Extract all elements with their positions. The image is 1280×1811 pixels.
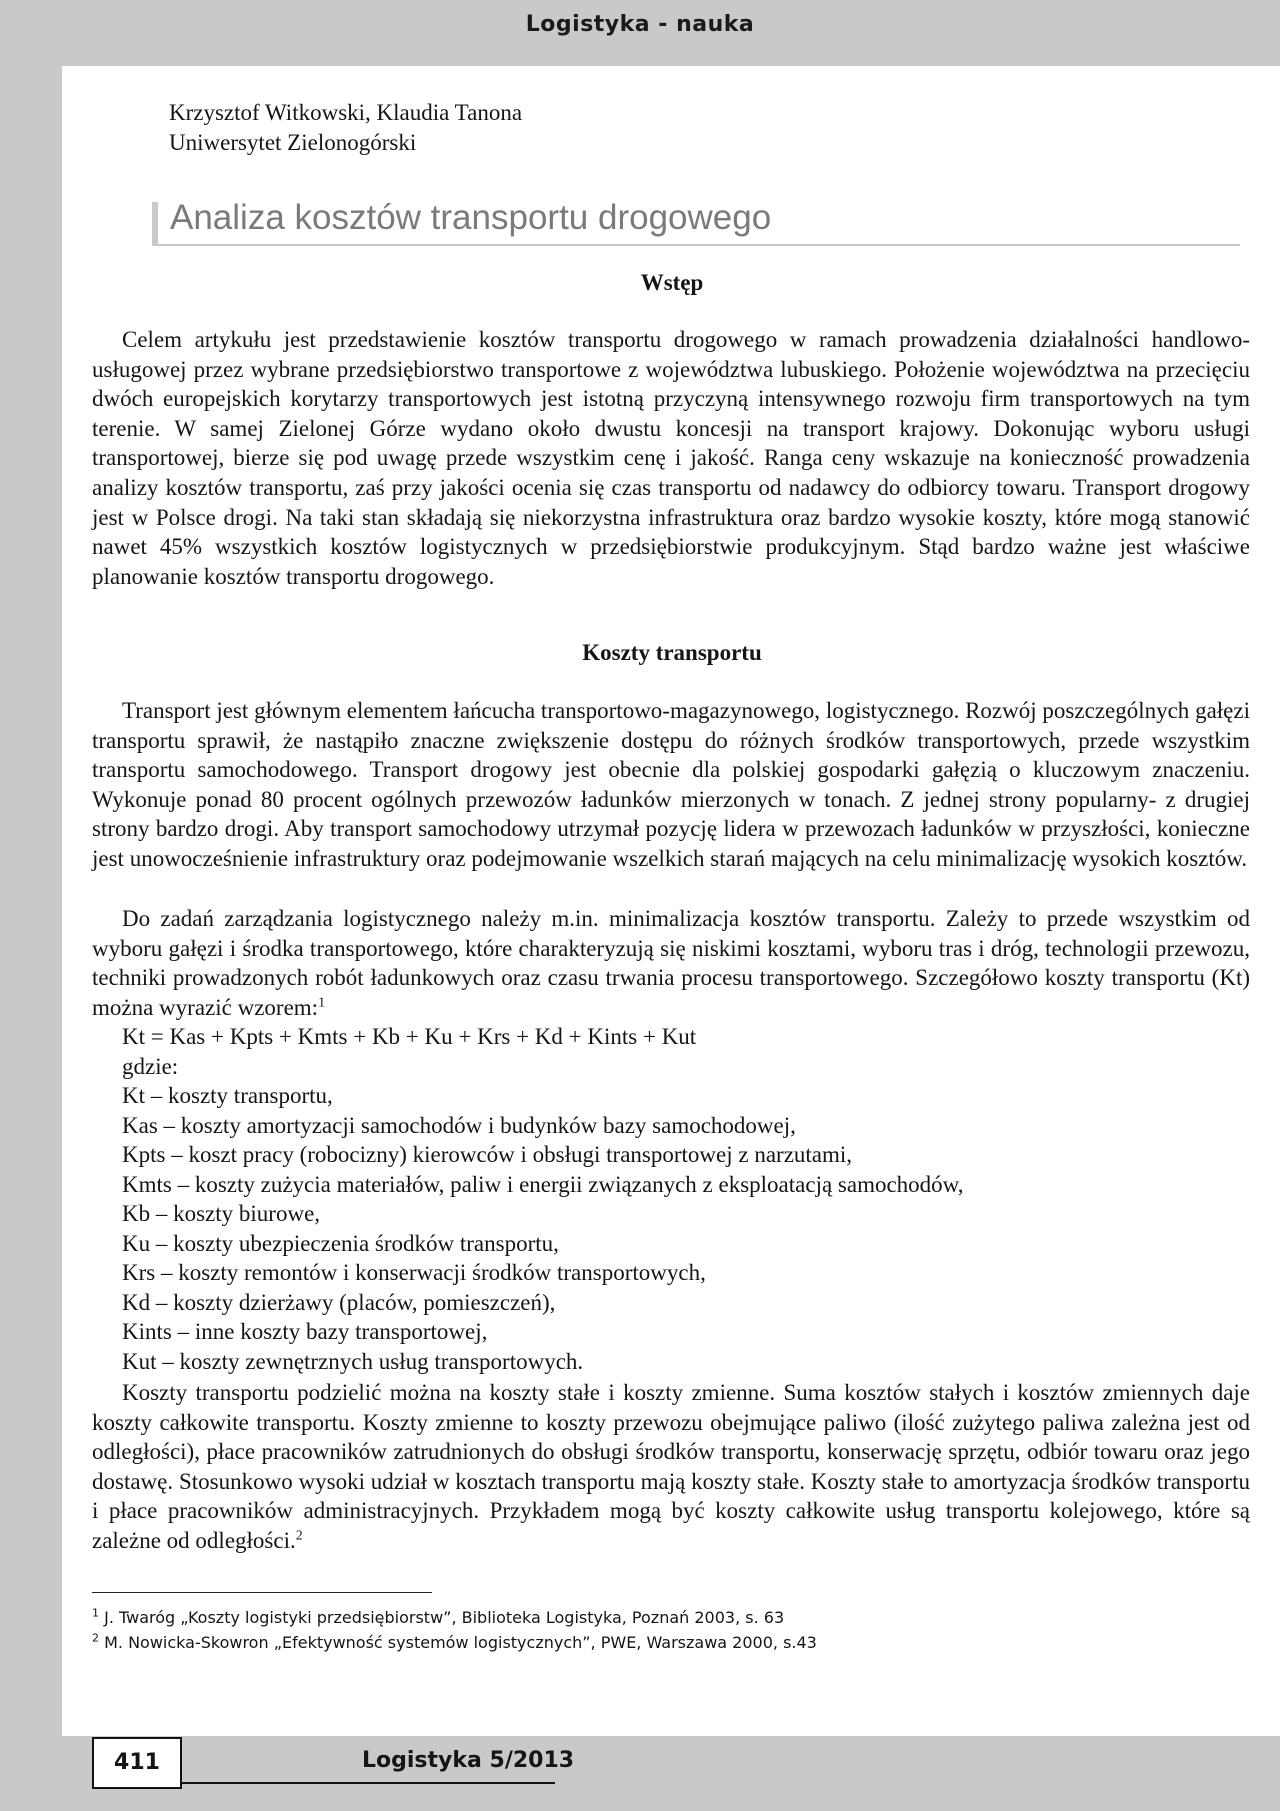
definition-item: Kd – koszty dzierżawy (placów, pomieszczeń), bbox=[122, 1289, 556, 1315]
definition-item: Kb – koszty biurowe, bbox=[122, 1201, 321, 1226]
definition-item: Kut – koszty zewnętrznych usług transportowych. bbox=[122, 1348, 584, 1374]
footnote-item bbox=[92, 1605, 817, 1630]
page-number-box bbox=[92, 1737, 182, 1789]
page-number: 411 bbox=[114, 1750, 160, 1775]
cost-formula: Kt = Kas + Kpts + Kmts + Kb + Ku + Krs + Kd + Kints + Kut bbox=[122, 1024, 697, 1049]
footnotes bbox=[92, 1605, 817, 1655]
formula-block bbox=[122, 1022, 964, 1376]
where-label: gdzie: bbox=[122, 1053, 179, 1079]
footnote-text: M. Nowicka-Skowron „Efektywność systemów logistycznych”, PWE, Warszawa 2000, s.43 bbox=[104, 1633, 817, 1652]
costs-paragraph-3-text: Koszty transportu podzielić można na koszty stałe i koszty zmienne. Suma kosztów stałych i kosztów zmiennych daje koszty całkowite transportu. Koszty zmienne to koszty przewozu obejmujące paliwo (ilość zużytego paliwa zależna jest od odległości), płace pracowników zatrudnionych do obsługi środków transportu, konserwację sprzętu, odbiór towaru oraz jego dostawę. Stosunkowo wysoki udział w kosztach transportu mają koszty stałe. Koszty stałe to amortyzacja środków transportu i płace pracowników administracyjnych. Przykładem mogą być koszty całkowite usług transportu kolejowego, które są zależne od odległości. bbox=[92, 1380, 1250, 1553]
definition-item: Kt – koszty transportu, bbox=[122, 1083, 333, 1108]
footnote-ref-1[interactable]: 1 bbox=[318, 995, 326, 1011]
costs-paragraph-2-text: Do zadań zarządzania logistycznego należy m.in. minimalizacja kosztów transportu. Zależy to przede wszystkim od wyboru gałęzi i środka transportowego, które charakteryzują się niskimi kosztami, wyboru tras i dróg, technologii przewozu, techniki prowadzonych robót ładunkowych oraz czasu trwania procesu transportowego. Szczegółowo koszty transportu (Kt) można wyrazić wzorem: bbox=[92, 906, 1250, 1020]
footnote-marker: 1 bbox=[92, 1606, 99, 1620]
section-heading-intro: Wstęp bbox=[640, 270, 704, 295]
article-title: Analiza kosztów transportu drogowego bbox=[170, 198, 772, 237]
intro-paragraph: Celem artykułu jest przedstawienie kosztów transportu drogowego w ramach prowadzenia działalności handlowo- usługowej przez wybrane przedsiębiorstwo transportowe z województwa lubuskiego. Położenie województwa na przecięciu dwóch europejskich korytarzy transportowych jest istotną przyczyną intensywnego rozwoju firm transportowych na tym terenie. W samej Zielonej Górze wydano około dwustu koncesji na transport krajowy. Dokonując wyboru usługi transportowej, bierze się pod uwagę przede wszystkim cenę i jakość. Ranga ceny wskazuje na konieczność prowadzenia analizy kosztów transportu, zaś przy jakości ocenia się czas transportu od nadawcy do odbiorcy towaru. Transport drogowy jest w Polsce drogi. Na taki stan składają się niekorzystna infrastruktura oraz bardzo wysokie koszty, które mogą stanowić nawet 45% wszystkich kosztów logistycznych w przedsiębiorstwie produkcyjnym. Stąd bardzo ważne jest właściwe planowanie kosztów transportu drogowego. bbox=[92, 327, 1250, 589]
footnote-ref-2[interactable]: 2 bbox=[295, 1528, 303, 1544]
footer-rule bbox=[180, 1782, 555, 1784]
definition-item: Kas – koszty amortyzacji samochodów i budynków bazy samochodowej, bbox=[122, 1112, 796, 1138]
definition-item: Kmts – koszty zużycia materiałów, paliw i energii związanych z eksploatacją samochodów, bbox=[122, 1171, 964, 1197]
footnote-item bbox=[92, 1630, 817, 1655]
running-header: Logistyka - nauka bbox=[525, 12, 755, 37]
footnote-separator bbox=[92, 1592, 432, 1593]
footnote-text: J. Twaróg „Koszty logistyki przedsiębiorstw”, Biblioteka Logistyka, Poznań 2003, s. 63 bbox=[104, 1608, 785, 1627]
footer-bar bbox=[0, 1736, 1280, 1811]
definition-item: Kpts – koszt pracy (robocizny) kierowców i obsługi transportowej z narzutami, bbox=[122, 1142, 853, 1167]
costs-paragraph-3 bbox=[92, 1378, 1250, 1556]
definition-item: Ku – koszty ubezpieczenia środków transportu, bbox=[122, 1230, 559, 1256]
costs-paragraph-1: Transport jest głównym elementem łańcucha transportowo-magazynowego, logistycznego. Rozwój poszczególnych gałęzi transportu sprawił, że nastąpiło znaczne zwiększenie dostępu do różnych środków transportowych, przede wszystkim transportu samochodowego. Transport drogowy jest obecnie dla polskiej gospodarki gałęzią o kluczowym znaczeniu. Wykonuje ponad 80 procent ogólnych przewozów ładunków mierzonych w tonach. Z jednej strony popularny- z drugiej strony bardzo drogi. Aby transport samochodowy utrzymał pozycję lidera w przewozach ładunków w przyszłości, konieczne jest unowocześnienie infrastruktury oraz podejmowanie wszelkich starań mających na celu minimalizację wysokich kosztów. bbox=[92, 698, 1250, 871]
section-heading-costs: Koszty transportu bbox=[582, 640, 762, 665]
journal-issue: Logistyka 5/2013 bbox=[362, 1748, 575, 1773]
author-block bbox=[169, 98, 522, 158]
costs-paragraph-2 bbox=[92, 904, 1250, 1022]
definition-item: Krs – koszty remontów i konserwacji środków transportowych, bbox=[122, 1260, 706, 1285]
footnote-marker: 2 bbox=[92, 1631, 99, 1645]
definition-item: Kints – inne koszty bazy transportowej, bbox=[122, 1319, 488, 1344]
affiliation: Uniwersytet Zielonogórski bbox=[169, 130, 417, 155]
authors: Krzysztof Witkowski, Klaudia Tanona bbox=[169, 100, 523, 125]
